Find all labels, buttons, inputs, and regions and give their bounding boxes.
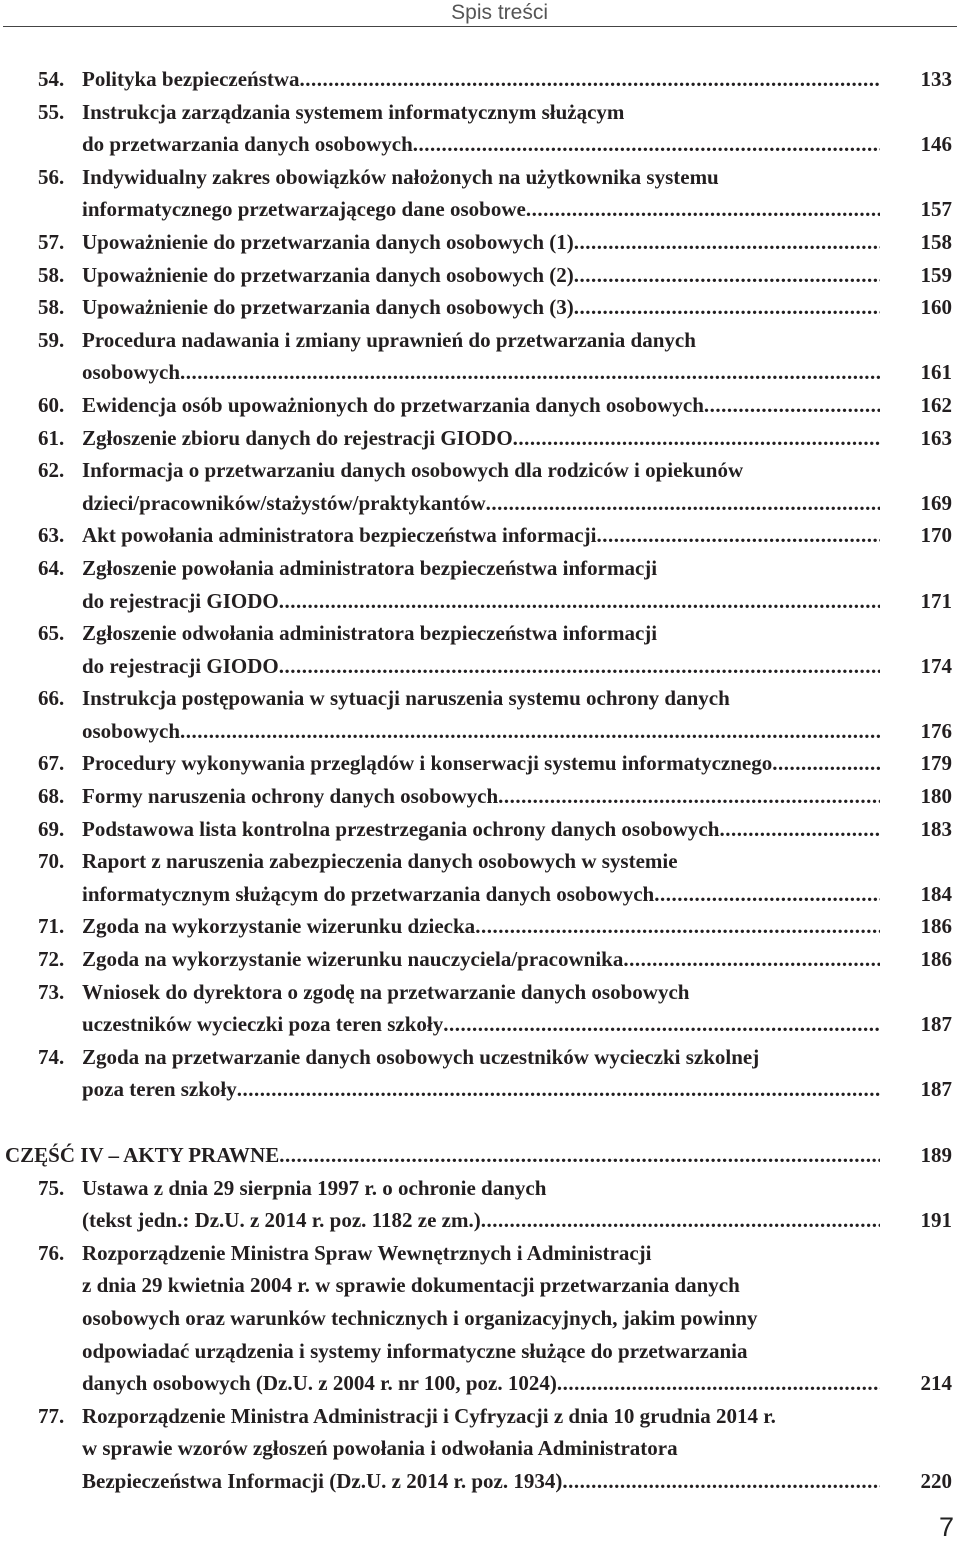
toc-entry-line (0, 650, 960, 683)
toc-entry-leader-line (82, 650, 880, 683)
toc-entry-title: Procedury wykonywania przeglądów i konserwacji systemu informatycznego (82, 751, 773, 776)
toc-entry-line (0, 1139, 960, 1172)
page-header (0, 0, 960, 36)
running-header-title: Spis treści (451, 1, 548, 24)
toc-entry-title: Rozporządzenie Ministra Spraw Wewnętrznych i Administracji (82, 1240, 652, 1265)
toc-entry-number: 74. (38, 1044, 65, 1069)
toc-entry-line (0, 1400, 960, 1433)
dot-leader (481, 1204, 880, 1237)
toc-entry[interactable] (0, 813, 960, 846)
toc-entry-title: w sprawie wzorów zgłoszeń powołania i odwołania Administratora (82, 1436, 678, 1461)
toc-entry-number: 76. (38, 1240, 65, 1265)
toc-entry-leader-line (82, 910, 880, 943)
toc-entry[interactable] (0, 682, 960, 747)
dot-leader (562, 1465, 880, 1498)
toc-entry-title: Wniosek do dyrektora o zgodę na przetwarzanie danych osobowych (82, 979, 690, 1004)
toc-entry-line (0, 356, 960, 389)
table-of-contents (0, 63, 960, 1498)
toc-entry-title: dzieci/pracowników/stażystów/praktykantów (82, 490, 486, 515)
toc-entry[interactable] (0, 845, 960, 910)
toc-entry-title: Ustawa z dnia 29 sierpnia 1997 r. o ochronie danych (82, 1175, 547, 1200)
toc-entry[interactable] (0, 291, 960, 324)
toc-entry-title: uczestników wycieczki poza teren szkoły (82, 1012, 444, 1037)
toc-page-number: 189 (920, 1143, 952, 1167)
toc-entry-title: Upoważnienie do przetwarzania danych osobowych (2) (82, 262, 574, 287)
toc-page-number: 169 (920, 490, 952, 515)
toc-entry-title: informatycznym służącym do przetwarzania danych osobowych (82, 881, 655, 906)
toc-page-number: 183 (920, 816, 952, 841)
toc-entry-number: 58. (38, 262, 65, 287)
toc-entry[interactable] (0, 96, 960, 161)
toc-entry-title: do rejestracji GIODO (82, 588, 279, 613)
toc-entry-line (0, 1269, 960, 1302)
dot-leader (574, 226, 880, 259)
toc-entry-number: 68. (38, 784, 65, 809)
dot-leader (574, 291, 880, 324)
toc-entry-line (0, 813, 960, 846)
toc-entry-title: Procedura nadawania i zmiany uprawnień do przetwarzania danych (82, 327, 696, 352)
toc-page-number: 163 (920, 425, 952, 450)
toc-page-number: 171 (920, 588, 952, 613)
toc-entry-leader-line (82, 193, 880, 226)
toc-entry[interactable] (0, 324, 960, 389)
toc-entry[interactable] (0, 1400, 960, 1498)
toc-entry-number: 67. (38, 751, 65, 776)
toc-entry-leader-line (82, 291, 880, 324)
toc-entry-title: osobowych (82, 360, 181, 385)
toc-entry-title: Informacja o przetwarzaniu danych osobowych dla rodziców i opiekunów (82, 458, 744, 483)
toc-page-number: 160 (920, 295, 952, 320)
toc-entry-line (0, 715, 960, 748)
toc-entry-leader-line (82, 780, 880, 813)
toc-entry-leader-line (82, 128, 880, 161)
toc-entry-line (0, 324, 960, 357)
toc-entry-number: 70. (38, 849, 65, 874)
toc-entry-leader-line (82, 226, 880, 259)
toc-entry-leader-line (82, 487, 880, 520)
toc-entry-leader-line (82, 813, 880, 846)
toc-entry-title: Podstawowa lista kontrolna przestrzegania ochrony danych osobowych (82, 816, 720, 841)
toc-entry-number: 65. (38, 621, 65, 646)
toc-entry-number: 69. (38, 816, 65, 841)
dot-leader (279, 650, 880, 683)
toc-entry-title: Zgoda na przetwarzanie danych osobowych uczestników wycieczki szkolnej (82, 1044, 760, 1069)
dot-leader (475, 910, 880, 943)
toc-entry[interactable] (0, 1172, 960, 1237)
toc-entry-line (0, 1465, 960, 1498)
toc-entry-line (0, 845, 960, 878)
toc-entry-line (0, 128, 960, 161)
toc-entry-leader-line (82, 747, 880, 780)
toc-page-number: 133 (920, 67, 952, 91)
toc-entry[interactable] (0, 1237, 960, 1400)
toc-entry[interactable] (0, 780, 960, 813)
toc-entry-line (0, 193, 960, 226)
toc-entry[interactable] (0, 1041, 960, 1106)
toc-entry[interactable] (0, 63, 960, 96)
toc-page-number: 159 (920, 262, 952, 287)
toc-entry-line (0, 878, 960, 911)
toc-entry-line (0, 1367, 960, 1400)
toc-page-number: 214 (920, 1371, 952, 1396)
toc-page-number: 187 (920, 1012, 952, 1037)
toc-entry-title: Formy naruszenia ochrony danych osobowych (82, 784, 499, 809)
toc-entry-title: do rejestracji GIODO (82, 653, 279, 678)
toc-entry-line (0, 552, 960, 585)
toc-entry-number: 61. (38, 425, 65, 450)
toc-entry-line (0, 682, 960, 715)
toc-entry-number: 73. (38, 979, 65, 1004)
dot-leader (279, 585, 880, 618)
toc-entry-number: 59. (38, 327, 65, 352)
toc-entry-line (0, 1008, 960, 1041)
toc-page-number: 146 (920, 132, 952, 157)
toc-entry-line (0, 1041, 960, 1074)
toc-entry-title: Polityka bezpieczeństwa (82, 67, 300, 91)
toc-entry-line (0, 422, 960, 455)
toc-entry-leader-line (82, 519, 880, 552)
toc-entry-leader-line (82, 1008, 880, 1041)
dot-leader (180, 356, 880, 389)
toc-entry[interactable] (0, 422, 960, 455)
toc-entry-number: 60. (38, 392, 65, 417)
toc-entry-leader-line (82, 715, 880, 748)
toc-entry-title: Ewidencja osób upoważnionych do przetwarzania danych osobowych (82, 392, 704, 417)
toc-entry[interactable] (0, 389, 960, 422)
toc-page-number: 186 (920, 947, 952, 972)
toc-page-number: 158 (920, 229, 952, 254)
toc-entry-title: Instrukcja zarządzania systemem informatycznym służącym (82, 99, 625, 124)
toc-entry-title: Zgłoszenie zbioru danych do rejestracji GIODO (82, 425, 513, 450)
dot-leader (526, 193, 880, 226)
toc-entry-title: Zgoda na wykorzystanie wizerunku nauczyciela/pracownika (82, 947, 624, 972)
toc-entry-number: 62. (38, 458, 65, 483)
dot-leader (772, 747, 880, 780)
toc-page-number: 174 (920, 653, 952, 678)
toc-entry-line (0, 617, 960, 650)
toc-entry-number: 55. (38, 99, 65, 124)
toc-page-number: 186 (920, 914, 952, 939)
toc-entry-title: Akt powołania administratora bezpieczeństwa informacji (82, 523, 597, 548)
toc-page-number: 161 (920, 360, 952, 385)
toc-entry-line (0, 1335, 960, 1368)
dot-leader (498, 780, 880, 813)
toc-entry-number: 66. (38, 686, 65, 711)
toc-entry-line (0, 1172, 960, 1205)
toc-entry-line (0, 519, 960, 552)
toc-entry-title: Upoważnienie do przetwarzania danych osobowych (3) (82, 295, 574, 320)
toc-entry-leader-line (82, 389, 880, 422)
dot-leader (486, 487, 880, 520)
toc-entry-line (0, 780, 960, 813)
toc-entry-line (0, 1302, 960, 1335)
dot-leader (413, 128, 880, 161)
toc-entry[interactable] (0, 259, 960, 292)
toc-entry[interactable] (0, 552, 960, 617)
header-rule (3, 26, 957, 27)
dot-leader (654, 878, 880, 911)
dot-leader (574, 259, 880, 292)
toc-entry[interactable] (0, 910, 960, 943)
toc-entry-title: do przetwarzania danych osobowych (82, 132, 413, 157)
toc-entry-title: danych osobowych (Dz.U. z 2004 r. nr 100, poz. 1024) (82, 1371, 557, 1396)
toc-page-number: 157 (920, 197, 952, 222)
toc-entry-leader-line (82, 878, 880, 911)
toc-entry-line (0, 226, 960, 259)
toc-entry[interactable] (0, 943, 960, 976)
toc-entry-leader-line (82, 356, 880, 389)
toc-page-number: 170 (920, 523, 952, 548)
toc-entry-line (0, 389, 960, 422)
toc-entry-line (0, 585, 960, 618)
toc-entry[interactable] (0, 454, 960, 519)
toc-entry-title: odpowiadać urządzenia i systemy informatyczne służące do przetwarzania (82, 1338, 748, 1363)
toc-entry-title: Indywidualny zakres obowiązków nałożonych na użytkownika systemu (82, 164, 719, 189)
toc-entry-number: 63. (38, 523, 65, 548)
dot-leader (596, 519, 880, 552)
toc-entry-leader-line (5, 1139, 880, 1172)
toc-entry-line (0, 943, 960, 976)
toc-entry-line (0, 910, 960, 943)
toc-entry[interactable] (0, 226, 960, 259)
toc-entry-title: Raport z naruszenia zabezpieczenia danych osobowych w systemie (82, 849, 678, 874)
dot-leader (704, 389, 880, 422)
toc-page-number: 179 (920, 751, 952, 776)
toc-entry-leader-line (82, 1367, 880, 1400)
toc-entry-line (0, 747, 960, 780)
dot-leader (513, 422, 880, 455)
toc-entry-title: osobowych (82, 718, 181, 743)
toc-entry-title: (tekst jedn.: Dz.U. z 2014 r. poz. 1182 ze zm.) (82, 1208, 481, 1233)
toc-page-number: 180 (920, 784, 952, 809)
toc-entry-number: 54. (38, 67, 65, 91)
dot-leader (237, 1073, 880, 1106)
toc-page-number: 176 (920, 718, 952, 743)
toc-entry-title: Zgoda na wykorzystanie wizerunku dziecka (82, 914, 476, 939)
toc-page-number: 184 (920, 881, 952, 906)
toc-page-number: 220 (920, 1468, 952, 1493)
toc-entry-title: informatycznego przetwarzającego dane osobowe (82, 197, 526, 222)
toc-entry-title: z dnia 29 kwietnia 2004 r. w sprawie dokumentacji przetwarzania danych (82, 1273, 740, 1298)
toc-entry-title: CZĘŚĆ IV – AKTY PRAWNE (5, 1143, 280, 1167)
toc-entry-title: Bezpieczeństwa Informacji (Dz.U. z 2014 r. poz. 1934) (82, 1468, 563, 1493)
dot-leader (623, 943, 880, 976)
toc-entry-leader-line (82, 585, 880, 618)
toc-entry-line (0, 1237, 960, 1270)
dot-leader (443, 1008, 880, 1041)
toc-entry[interactable] (0, 976, 960, 1041)
toc-entry-number: 72. (38, 947, 65, 972)
dot-leader (557, 1367, 880, 1400)
toc-entry-leader-line (82, 1465, 880, 1498)
toc-page-number: 191 (920, 1208, 952, 1233)
toc-entry-title: Rozporządzenie Ministra Administracji i Cyfryzacji z dnia 10 grudnia 2014 r. (82, 1403, 776, 1428)
toc-entry-number: 75. (38, 1175, 65, 1200)
toc-page-number: 187 (920, 1077, 952, 1102)
toc-entry-title: Zgłoszenie odwołania administratora bezpieczeństwa informacji (82, 621, 658, 646)
toc-entry-number: 71. (38, 914, 65, 939)
toc-entry-number: 64. (38, 555, 65, 580)
toc-entry-number: 77. (38, 1403, 65, 1428)
toc-entry-line (0, 1073, 960, 1106)
toc-entry-leader-line (82, 1204, 880, 1237)
toc-entry-title: Instrukcja postępowania w sytuacji naruszenia systemu ochrony danych (82, 686, 730, 711)
toc-entry-line (0, 454, 960, 487)
toc-entry-line (0, 96, 960, 129)
toc-entry[interactable] (0, 519, 960, 552)
toc-entry-title: poza teren szkoły (82, 1077, 237, 1102)
toc-entry[interactable] (0, 747, 960, 780)
toc-entry-line (0, 291, 960, 324)
toc-entry-title: Zgłoszenie powołania administratora bezpieczeństwa informacji (82, 555, 658, 580)
toc-entry-line (0, 259, 960, 292)
page-number: 7 (938, 1512, 954, 1542)
toc-entry-leader-line (82, 422, 880, 455)
toc-entry-leader-line (82, 943, 880, 976)
toc-entry-number: 56. (38, 164, 65, 189)
toc-entry-line (0, 1432, 960, 1465)
dot-leader (279, 1139, 880, 1172)
toc-entry-leader-line (82, 1073, 880, 1106)
toc-entry[interactable] (0, 161, 960, 226)
toc-entry-leader-line (82, 63, 880, 96)
toc-entry-leader-line (82, 259, 880, 292)
toc-part-heading[interactable] (0, 1139, 960, 1172)
toc-entry-number: 57. (38, 229, 65, 254)
toc-entry-line (0, 161, 960, 194)
toc-entry[interactable] (0, 617, 960, 682)
toc-entry-title: osobowych oraz warunków technicznych i organizacyjnych, jakim powinny (82, 1305, 758, 1330)
toc-entry-line (0, 1204, 960, 1237)
dot-leader (300, 63, 880, 96)
toc-entry-line (0, 63, 960, 96)
dot-leader (180, 715, 880, 748)
toc-entry-line (0, 976, 960, 1009)
toc-entry-line (0, 487, 960, 520)
toc-page-number: 162 (920, 392, 952, 417)
toc-entry-number: 58. (38, 295, 65, 320)
toc-entry-title: Upoważnienie do przetwarzania danych osobowych (1) (82, 229, 574, 254)
dot-leader (719, 813, 880, 846)
